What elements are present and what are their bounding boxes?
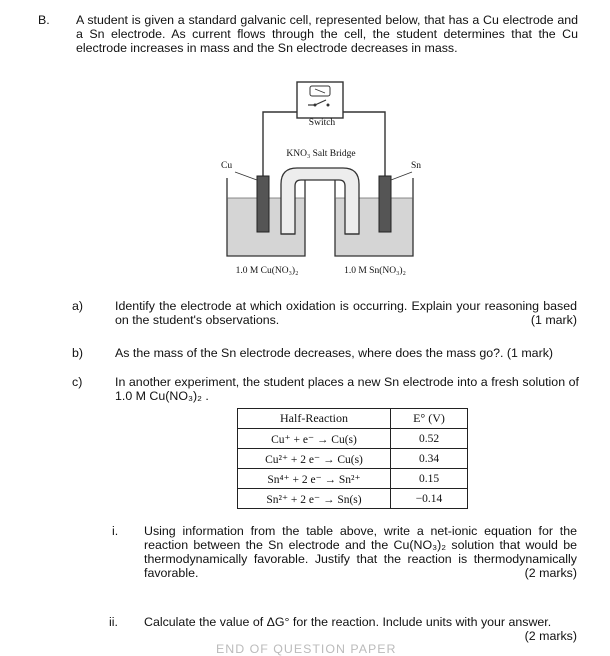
question-b-text: As the mass of the Sn electrode decreases, where does the mass go?. (1 mark) (115, 346, 554, 360)
e-value-cell: 0.34 (391, 449, 468, 469)
voltmeter-switch-box (297, 82, 343, 118)
question-i (144, 524, 577, 580)
question-b-label: b) (72, 346, 84, 360)
cu-electrode-label: Cu (221, 161, 233, 171)
section-intro: A student is given a standard galvanic cell, represented below, that has a Cu electrode and a Sn electrode. As current flows through the cell, the student determines that the Cu electrode increases in mass and the Sn electrode decreases in mass. (76, 13, 578, 55)
header-half-reaction: Half-Reaction (238, 409, 391, 429)
table-row (238, 449, 468, 469)
question-i-text: Using information from the table above, write a net-ionic equation for the reaction between the Sn electrode and the Cu(NO₃)₂ solution that would be thermodynamically favorable. Justify that the reaction is thermodynamically favorable. (144, 524, 577, 580)
left-wire (263, 112, 297, 176)
e-value-cell: 0.52 (391, 429, 468, 449)
question-a-text: Identify the electrode at which oxidation is occurring. Explain your reasoning based on the student's observations. (115, 299, 577, 327)
galvanic-cell-diagram (215, 76, 425, 282)
header-e-standard: E° (V) (391, 409, 468, 429)
switch-label: Switch (308, 118, 336, 128)
table-row (238, 429, 468, 449)
table-row (238, 469, 468, 489)
half-reaction-cell: Cu²⁺ + 2 e⁻ → Cu(s) (238, 449, 391, 469)
half-reaction-cell: Sn⁴⁺ + 2 e⁻ → Sn²⁺ (238, 469, 391, 489)
question-ii-text: Calculate the value of ΔG° for the reaction. Include units with your answer. (144, 615, 552, 629)
sn-electrode-label: Sn (411, 161, 422, 171)
cu-electrode (257, 176, 269, 232)
left-solution-label: 1.0 M Cu(NO₃)₂ (235, 266, 299, 276)
e-value-cell: 0.15 (391, 469, 468, 489)
question-c-label: c) (72, 375, 83, 389)
sn-electrode (379, 176, 391, 232)
question-ii-marks: (2 marks) (524, 629, 577, 643)
question-ii (144, 615, 577, 643)
question-i-label: i. (112, 524, 119, 538)
right-solution-label: 1.0 M Sn(NO₃)₂ (344, 266, 406, 276)
half-reaction-cell: Cu⁺ + e⁻ → Cu(s) (238, 429, 391, 449)
question-a-label: a) (72, 299, 84, 313)
faded-footer-text: END OF QUESTION PAPER (216, 642, 397, 656)
half-reaction-table (237, 408, 468, 509)
right-wire (343, 112, 385, 176)
question-a (115, 299, 577, 327)
e-value-cell: −0.14 (391, 489, 468, 509)
section-letter: B. (38, 13, 50, 27)
question-c-text: In another experiment, the student places a new Sn electrode into a fresh solution of 1.0 M Cu(NO₃)₂ . (115, 375, 579, 403)
half-reaction-cell: Sn²⁺ + 2 e⁻ → Sn(s) (238, 489, 391, 509)
question-ii-label: ii. (109, 615, 118, 629)
question-i-marks: (2 marks) (524, 566, 577, 580)
salt-bridge-label: KNO₃ Salt Bridge (286, 149, 356, 159)
question-a-marks: (1 mark) (530, 313, 577, 327)
table-header-row (238, 409, 468, 429)
salt-bridge (281, 168, 359, 234)
table-row (238, 489, 468, 509)
